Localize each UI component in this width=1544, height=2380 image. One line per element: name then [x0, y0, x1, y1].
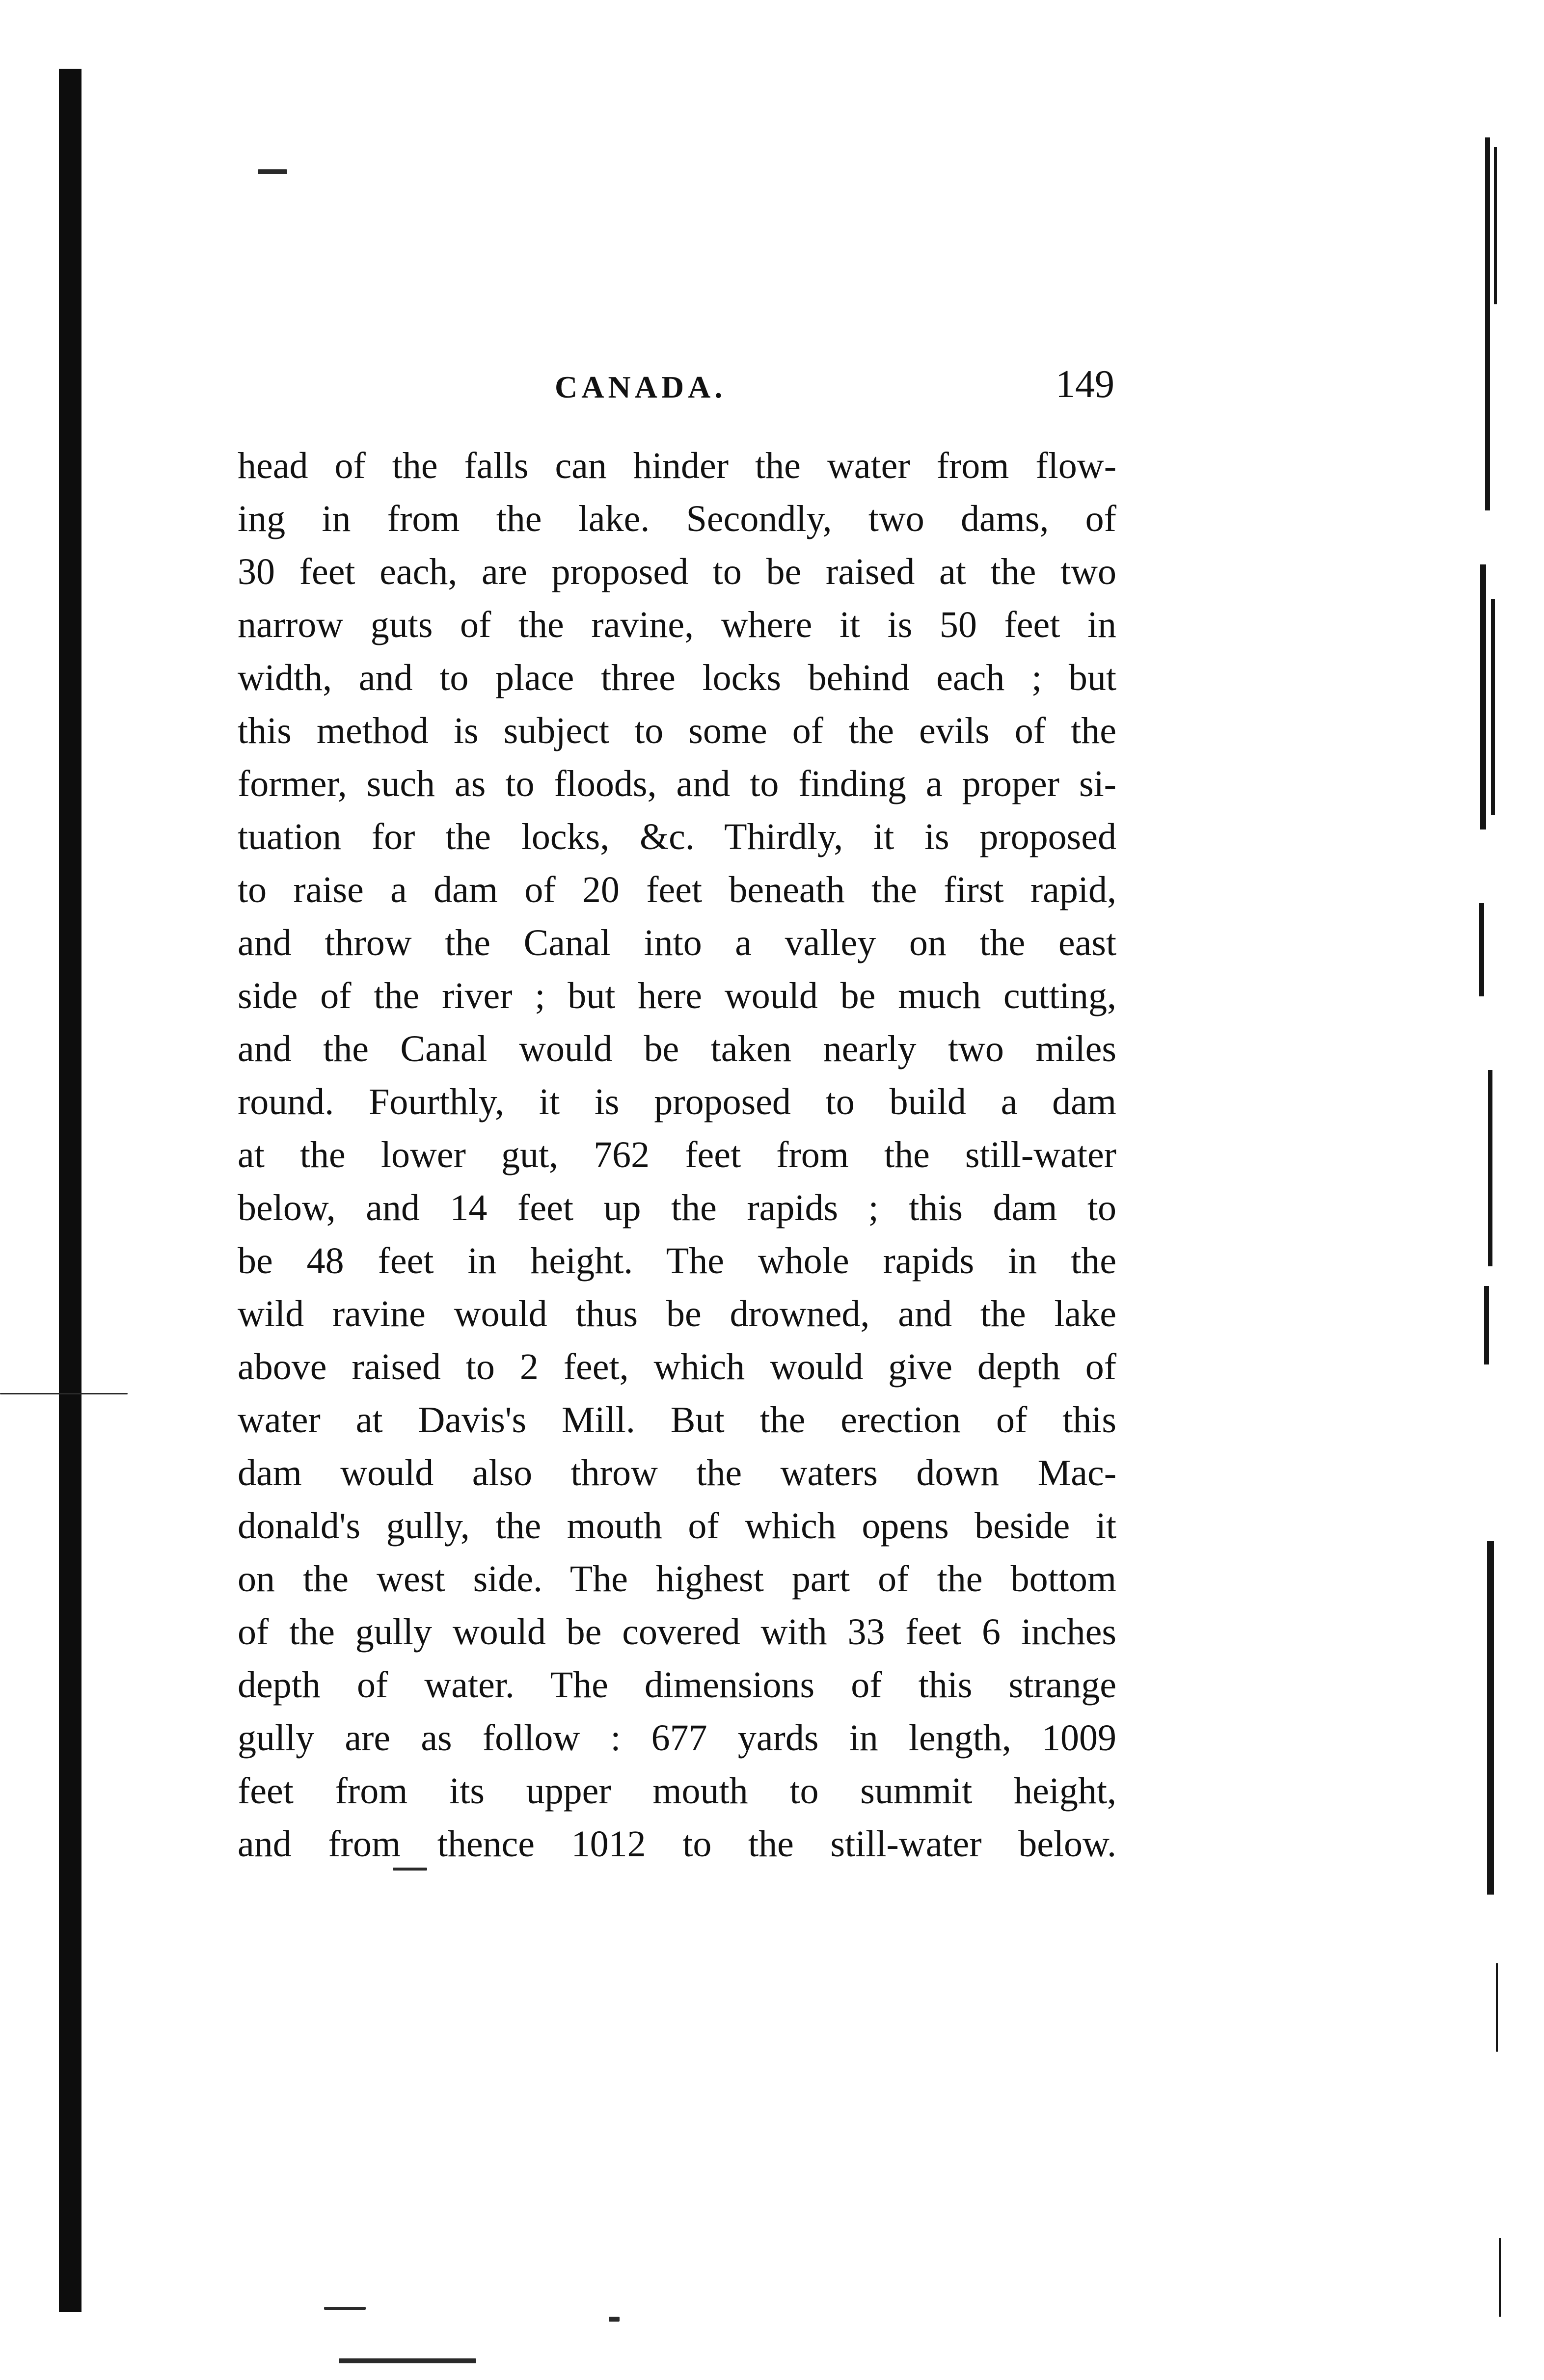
text-line: on the west side. The highest part of the bottom	[238, 1558, 1116, 1600]
text-line: feet from its upper mouth to summit height,	[238, 1770, 1116, 1812]
text-line: donald's gully, the mouth of which opens beside it	[238, 1505, 1116, 1547]
scan-edge-artifacts	[1470, 0, 1544, 2380]
text-line: depth of water. The dimensions of this strange	[238, 1664, 1116, 1706]
text-line: former, such as to floods, and to finding a proper si-	[238, 763, 1116, 804]
scan-mark	[339, 2358, 476, 2363]
text-line: gully are as follow : 677 yards in length, 1009	[238, 1717, 1116, 1759]
text-line: wild ravine would thus be drowned, and the lake	[238, 1293, 1116, 1335]
text-line: water at Davis's Mill. But the erection of this	[238, 1399, 1116, 1441]
text-line: and throw the Canal into a valley on the east	[238, 922, 1116, 963]
text-line: at the lower gut, 762 feet from the still-water	[238, 1134, 1116, 1176]
text-line: this method is subject to some of the evils of the	[238, 710, 1116, 751]
text-line: tuation for the locks, &c. Thirdly, it is proposed	[238, 816, 1116, 857]
text-line: be 48 feet in height. The whole rapids in the	[238, 1240, 1116, 1282]
scan-binding-shadow	[59, 69, 81, 2312]
running-title: CANADA.	[555, 370, 727, 404]
text-line: and from thence 1012 to the still-water below.	[238, 1823, 1116, 1865]
text-line: ing in from the lake. Secondly, two dams, of	[238, 498, 1116, 539]
scan-mark	[258, 169, 287, 174]
text-line: and the Canal would be taken nearly two miles	[238, 1028, 1116, 1070]
text-line: above raised to 2 feet, which would give depth of	[238, 1346, 1116, 1388]
text-line: 30 feet each, are proposed to be raised at the two	[238, 551, 1116, 592]
page-header	[491, 358, 1114, 412]
scan-mark	[0, 1393, 128, 1394]
text-line: head of the falls can hinder the water from flow-	[238, 445, 1116, 486]
text-line: side of the river ; but here would be much cutting,	[238, 975, 1116, 1016]
text-line: narrow guts of the ravine, where it is 50 feet in	[238, 604, 1116, 645]
text-line: to raise a dam of 20 feet beneath the first rapid,	[238, 869, 1116, 910]
scan-mark	[609, 2317, 620, 2322]
text-line: below, and 14 feet up the rapids ; this dam to	[238, 1187, 1116, 1229]
text-line: width, and to place three locks behind each ; but	[238, 657, 1116, 698]
page-number: 149	[1056, 363, 1114, 406]
body-text	[238, 439, 1116, 1871]
scan-mark	[324, 2307, 366, 2310]
text-line: round. Fourthly, it is proposed to build a dam	[238, 1081, 1116, 1123]
text-line: of the gully would be covered with 33 feet 6 inches	[238, 1611, 1116, 1653]
text-line: dam would also throw the waters down Mac-	[238, 1452, 1116, 1494]
